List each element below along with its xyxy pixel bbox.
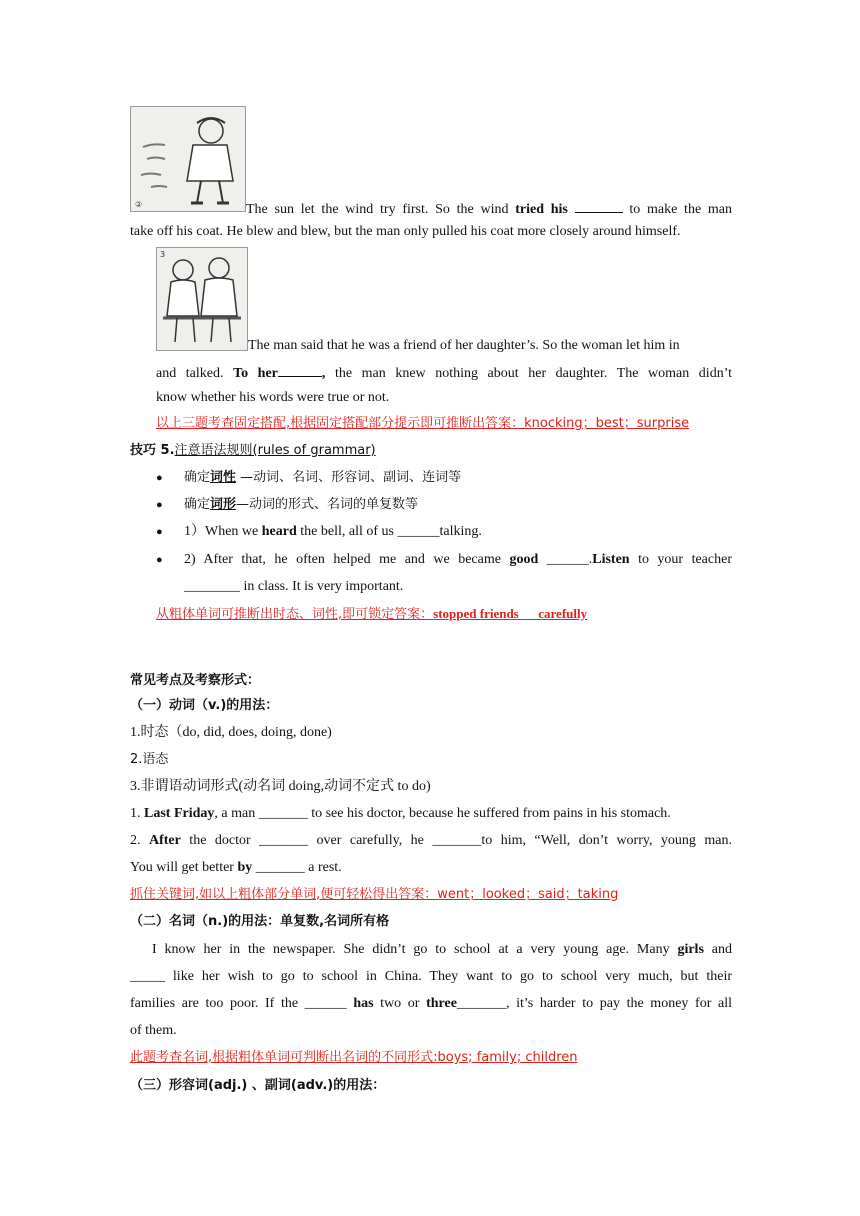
verb-question-2-cont: You will get better by _______ a rest. xyxy=(130,860,342,875)
verb-point-1: 1.时态（do, did, does, doing, done) xyxy=(130,725,332,740)
bullet-word-form: 确定词形—动词的形式、名词的单复数等 xyxy=(184,497,419,512)
bullet-example-2: 2) After that, he often helped me and we became good ______.Listen to your teacher xyxy=(184,552,732,567)
svg-text:3: 3 xyxy=(160,250,166,259)
story-line-3: The man said that he was a friend of her daughter’s. So the woman let him in xyxy=(248,338,680,353)
story-line-5: know whether his words were true or not. xyxy=(156,390,390,405)
bullet-dot: ● xyxy=(156,526,163,538)
man-and-woman-image xyxy=(156,247,248,351)
bullet-dot: ● xyxy=(156,499,163,511)
verb-section-title: （一）动词（v.)的用法： xyxy=(130,698,279,713)
bullet-dot: ● xyxy=(156,554,163,566)
svg-text:②: ② xyxy=(135,200,143,209)
wind-and-man-image xyxy=(130,106,246,212)
noun-passage-line-3: families are too poor. If the ______ has two or three_______, it’s harder to pay the money for all xyxy=(130,996,732,1011)
verb-question-2: 2. After the doctor _______ over carefully, he _______to him, “Well, don’t worry, young man. xyxy=(130,833,732,848)
verb-point-3: 3.非谓语动词形式(动名词 doing,动词不定式 to do) xyxy=(130,779,431,794)
noun-passage-line-2: _____ like her wish to go to school in China. They want to go to school very much, but their xyxy=(130,969,732,984)
wind-and-man-sketch xyxy=(131,107,245,211)
story-line-1: The sun let the wind try first. So the wind tried his to make the man xyxy=(246,198,732,220)
story-line-4: and talked. To her , the man knew nothing about her daughter. The woman didn’t xyxy=(156,362,732,384)
noun-passage-line-1: I know her in the newspaper. She didn’t go to school at a very young age. Many girls and xyxy=(152,942,732,957)
tip-5-heading: 技巧 5.注意语法规则(rules of grammar) xyxy=(130,443,376,458)
answer-note-3: 抓住关键词,如以上粗体部分单词,便可轻松得出答案：went；looked；said；taking xyxy=(130,887,619,902)
noun-passage-line-4: of them. xyxy=(130,1023,177,1038)
bullet-example-1: 1）When we heard the bell, all of us ______talking. xyxy=(184,524,482,539)
noun-section-title: （二）名词（n.)的用法：单复数,名词所有格 xyxy=(130,914,390,929)
verb-question-1: 1. Last Friday, a man _______ to see his doctor, because he suffered from pains in his stomach. xyxy=(130,806,671,821)
adj-adv-section-title: （三）形容词(adj.) 、副词(adv.)的用法： xyxy=(130,1078,386,1093)
answer-note-1: 以上三题考查固定搭配,根据固定搭配部分提示即可推断出答案：knocking；best；surprise xyxy=(156,416,690,431)
bullet-word-class: 确定词性 —动词、名词、形容词、副词、连词等 xyxy=(184,470,462,485)
common-points-title: 常见考点及考察形式： xyxy=(130,673,261,688)
answer-note-2: 从粗体单词可推断出时态、词性,即可锁定答案：stopped friends carefully xyxy=(156,606,588,622)
man-and-woman-sketch xyxy=(157,248,247,350)
bullet-dot: ● xyxy=(156,472,163,484)
story-line-2: take off his coat. He blew and blew, but the man only pulled his coat more closely around himself. xyxy=(130,224,681,239)
verb-point-2: 2.语态 xyxy=(130,752,169,767)
answer-note-4: 此题考查名词,根据粗体单词可判断出名词的不同形式:boys; family; children xyxy=(130,1050,578,1065)
bullet-example-2-cont: ________ in class. It is very important. xyxy=(184,579,404,594)
